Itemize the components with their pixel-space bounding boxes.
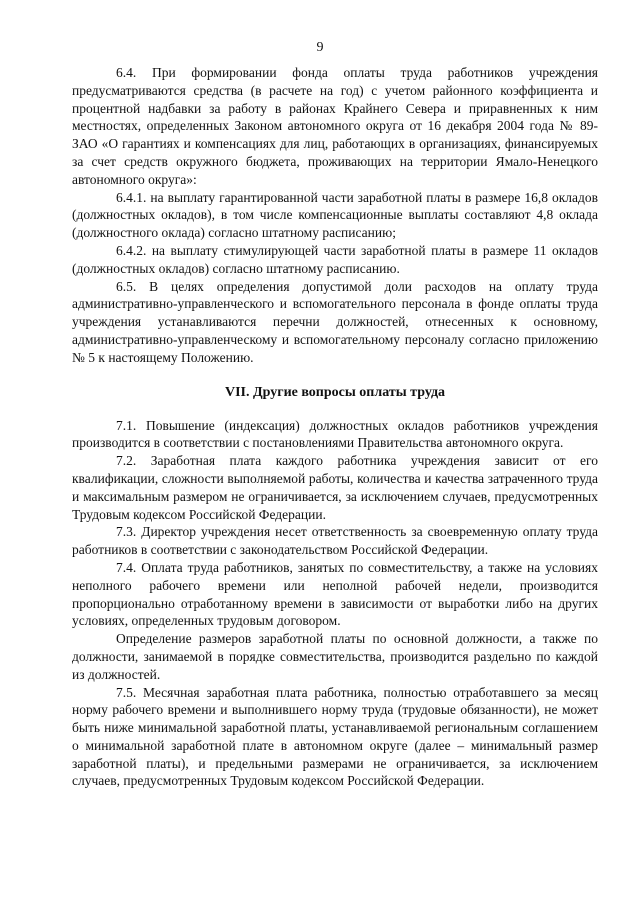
paragraph-7-1: 7.1. Повышение (индексация) должностных окладов работников учреждения производится в соответствии с постановлениями Правительства автономного округа.	[72, 417, 598, 451]
paragraph-7-2: 7.2. Заработная плата каждого работника учреждения зависит от его квалификации, сложности выполняемой работы, количества и качества затраченного труда и максимальным размером не ограничивается, за исключением случаев, предусмотренных Трудовым кодексом Российской Федерации.	[72, 453, 598, 522]
section-heading: VII. Другие вопросы оплаты труда	[224, 384, 446, 400]
paragraph-7-4: 7.4. Оплата труда работников, занятых по совместительству, а также на условиях неполного рабочего времени или неполной рабочей недели, производится пропорционально отработанному времени в зависимости от выработки либо на других условиях, определенных трудовым договором.	[72, 559, 598, 629]
document-body	[72, 64, 598, 790]
paragraph-6-5: 6.5. В целях определения допустимой доли расходов на оплату труда административно-управленческого и вспомогательного персонала в фонде оплаты труда учреждения устанавливаются перечни должностей, отнесенных к основному, административно-управленческому и вспомогательному персоналу согласно приложению № 5 к настоящему Положению.	[72, 278, 598, 365]
paragraph-7-4-continued: Определение размеров заработной платы по основной должности, а также по должности, занимаемой в порядке совместительства, производится раздельно по каждой из должностей.	[72, 631, 598, 682]
paragraph-7-5: 7.5. Месячная заработная плата работника, полностью отработавшего за месяц норму рабочего времени и выполнившего норму труда (трудовые обязанности), не может быть ниже минимальной заработной платы, устанавливаемой региональным соглашением о минимальной заработной плате в автономном округе (далее – минимальный размер заработной платы), и предельными размерами не ограничивается, за исключением случаев, предусмотренных Трудовым кодексом Российской Федерации.	[72, 684, 598, 789]
paragraph-6-4: 6.4. При формировании фонда оплаты труда работников учреждения предусматриваются средства (в расчете на год) с учетом районного коэффициента и процентной надбавки за работу в районах Крайнего Севера и приравненных к ним местностях, определенных Законом автономного округа от 16 декабря 2004 года № 89-ЗАО «О гарантиях и компенсациях для лиц, работающих в организациях, финансируемых за счет средств окружного бюджета, проживающих на территории Ямало-Ненецкого автономного округа»:	[72, 65, 598, 187]
paragraph-6-4-2: 6.4.2. на выплату стимулирующей части заработной платы в размере 11 окладов (должностных окладов) согласно штатному расписанию.	[72, 242, 598, 276]
page-number: 9	[316, 40, 324, 55]
paragraph-6-4-1: 6.4.1. на выплату гарантированной части заработной платы в размере 16,8 окладов (должностных окладов), в том числе компенсационные выплаты составляют 4,8 оклада (должностного оклада) согласно штатному расписанию;	[72, 189, 598, 241]
paragraph-7-3: 7.3. Директор учреждения несет ответственность за своевременную оплату труда работников в соответствии с законодательством Российской Федерации.	[72, 524, 598, 558]
